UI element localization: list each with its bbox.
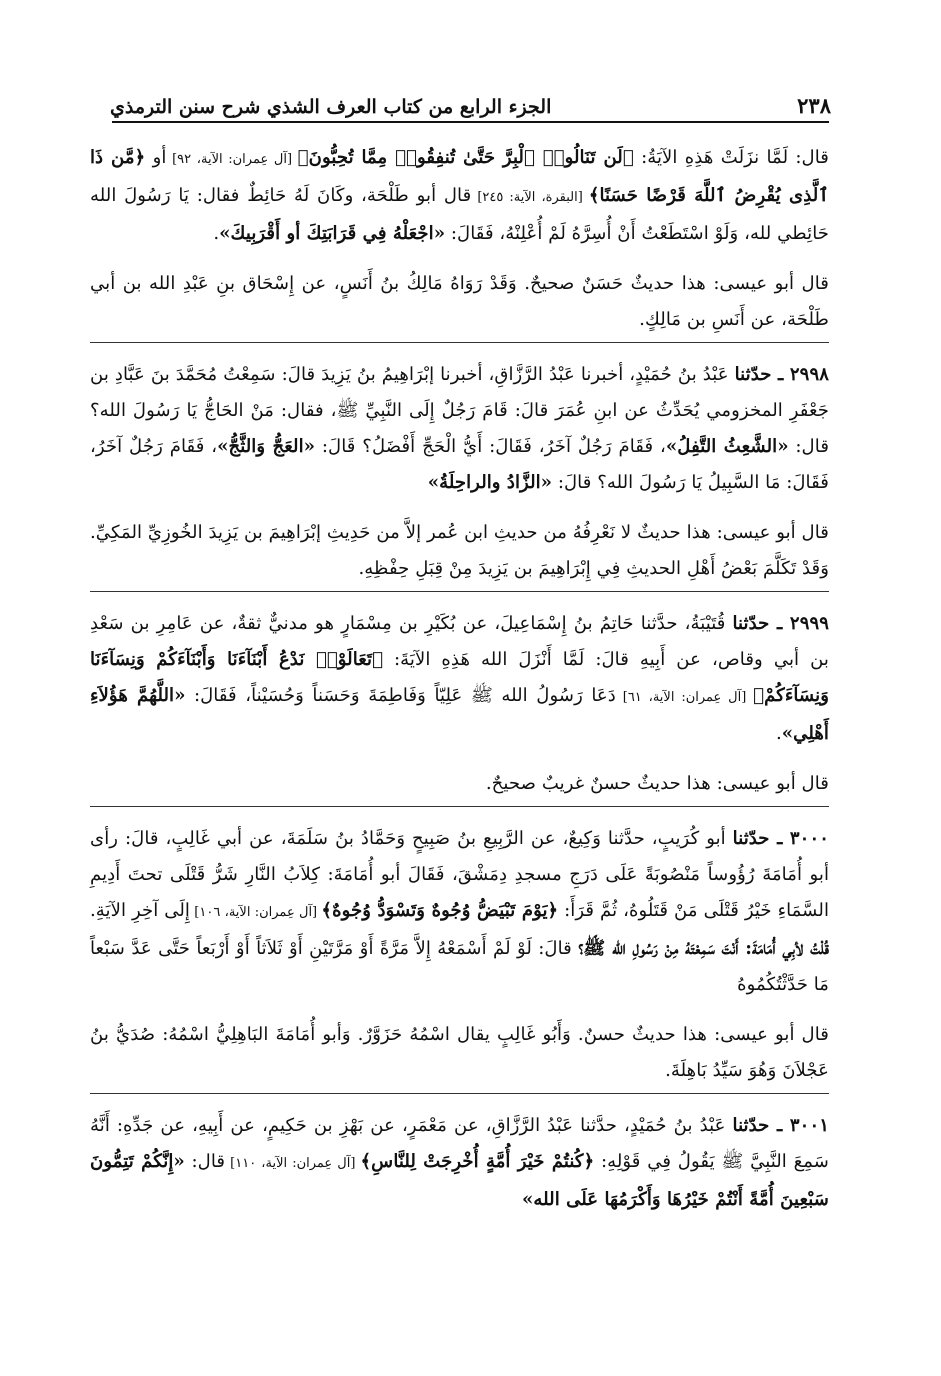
text-block — [90, 515, 829, 592]
prophetic-saying: «اللَّهُمَّ هَؤُلاَءِ أَهْلِي» — [90, 685, 829, 744]
text-run: عَبْدُ بنُ حُمَيْدٍ، أخبرنا عَبْدُ الرَّزَّاقِ، أخبرنا إبْرَاهِيمُ بنُ يَزِيدَ قالَ: سَمِعْتُ مُحَمَّدَ بنَ عَبَّادِ بن جَعْفَرِ المخزومي يُحَدِّثُ عن ابنِ عُمَرَ قالَ: قَامَ رَجُلٌ إِلَى النَّبِيِّ ﷺ، فقال: مَنْ الحَاجُّ يَا رَسُولَ الله؟ قال: — [90, 364, 830, 457]
text-block — [90, 821, 829, 1003]
text-run: قالَ: لَوْ لَمْ أَسْمَعْهُ إِلاَّ مَرَّةً أَوْ مَرَّتَيْنِ أَوْ ثَلاَثاً أَوْ أَرْبَعاً حَتَّى عَدَّ سَبْعاً مَا حَدَّثْتُكُمُوهُ — [90, 938, 829, 995]
verse-reference: [البقرة، الآية: ٢٤٥] — [471, 190, 589, 205]
emphasis-text: حدّثنا — [732, 1115, 770, 1136]
running-header — [110, 84, 831, 118]
emphasis-text: حدّثنا — [732, 613, 770, 634]
verse-reference: [آل عِمران: الآية، ١٠٦] — [190, 905, 322, 920]
quran-verse: ﴿مَّن ذَا ٱلَّذِى يُقْرِضُ ٱللَّهَ قَرْضًا حَسَنًا﴾ — [90, 147, 829, 206]
text-block — [90, 266, 829, 343]
text-run: دَعَا رَسُولُ الله ﷺ عَلِيّاً وَفَاطِمَةَ وَحَسَناً وَحُسَيْناً، فَقَالَ: — [185, 685, 616, 706]
verse-reference: [آل عِمران: الآية، ٦١] — [615, 690, 754, 705]
text-run: قال: — [184, 1151, 226, 1172]
quran-verse: ﴿لَن تَنَالُوا۟ ٱلْبِرَّ حَتَّىٰ تُنفِقُوا۟ مِمَّا تُحِبُّونَ﴾ — [297, 147, 634, 168]
text-run: قال أبو طَلْحَة، وكَانَ لَهُ حَائِطٌ فقال: يَا رَسُولَ الله حَائِطي لله، وَلَوْ اسْتَطَعْتُ أَنْ أُسِرَّهُ لَمْ أُعْلِنْهُ، فَقَالَ: — [90, 185, 829, 244]
text-block — [90, 766, 829, 807]
text-run: ، فَقَامَ رَجُلٌ آخَرُ، فَقَالَ: مَا السَّبِيلُ يَا رَسُولَ الله؟ قالَ: — [90, 436, 829, 493]
prophetic-saying: «الشَّعِثُ التَّفِلُ» — [665, 436, 789, 457]
text-block — [90, 1108, 829, 1218]
text-run: قال أبو عيسى: هذا حديثٌ حسنٌ غريبٌ صحيحٌ. — [485, 773, 829, 794]
text-run: قال أبو عيسى: هذا حديثٌ حَسَنٌ صحيحٌ. وَقَدْ رَوَاهُ مَالِكُ بنُ أَنَسٍ، عن إِسْحَاق بنِ عَبْدِ الله بن أبي طَلْحَة، عن أَنَسِ بن مَالِكٍ. — [90, 273, 829, 330]
page-number: ٢٣٨ — [797, 93, 831, 118]
quran-verse: ﴿تَعَالَوْا۟ نَدْعُ أَبْنَآءَنَا وَأَبْنَآءَكُمْ وَنِسَآءَنَا وَنِسَآءَكُمْ﴾ — [90, 649, 829, 706]
emphasis-text: حدّثنا — [734, 364, 772, 385]
prophetic-saying: «الزَّادُ والراحِلَةُ» — [427, 472, 553, 493]
hadith-number: ٣٠٠١ ـ — [769, 1115, 829, 1136]
text-run: أبو كُرَيبٍ، حدَّثنا وَكِيعٌ، عن الرَّبِيعِ بنُ صَبِيحٍ وَحَمَّادُ بنُ سَلَمَةَ، عن أبي غَالِبٍ، قالَ: رأى أبو أُمَامَةَ رُؤُوساً مَنْصُوبَةً عَلَى دَرَجِ مسجدِ دِمَشْقَ، فَقَالَ أبو أُمَامَةَ: كِلاَبُ النَّارِ شَرُّ قَتْلَى تحتَ أَدِيمِ السَّمَاءِ خَيْرُ قَتْلَى مَنْ قَتَلُوهُ، ثُمَّ قَرَأَ: — [90, 828, 830, 921]
text-block — [90, 357, 829, 501]
text-run: قُتَيْبَةُ، حدَّثنا حَاتِمُ بنُ إِسْمَاعِيلَ، عن بُكَيْرِ بن مِسْمَارٍ هو مدنيٌّ ثقةٌ، عن عَامِرِ بن سَعْدِ بن أبي وقاص، عن أَبِيهِ قالَ: لَمَّا أَنْزَلَ الله هَذِهِ الآيَةَ: — [90, 613, 829, 670]
text-run: قال أبو عيسى: هذا حديثٌ لا نَعْرِفُهُ من حديثِ ابن عُمر إلاَّ من حَدِيثِ إبْرَاهِيمَ بن يَزِيدَ الخُوزِيِّ المَكِيِّ. وَقَدْ تَكَلَّمَ بَعْضُ أَهْلِ الحديثِ فِي إِبْرَاهِيمَ بن يَزِيدَ مِنْ قِبَلِ حِفْظِهِ. — [90, 522, 829, 579]
hadith-number: ٣٠٠٠ ـ — [769, 828, 829, 849]
prophetic-saying: «العَجُّ وَالثَّجُّ» — [217, 436, 315, 457]
text-run: قال: لَمَّا نزَلَتْ هَذِهِ الآيَةُ: — [633, 147, 829, 168]
quran-verse: ﴿يَوْمَ تَبْيَضُّ وُجُوهٌ وَتَسْوَدُّ وُجُوهٌ﴾ — [321, 900, 559, 921]
text-run: إِلَى آخِرِ الآيَةِ. — [90, 900, 190, 921]
text-run: . — [776, 723, 782, 744]
verse-reference: [آل عِمران: الآية، ٩٢] — [166, 152, 298, 167]
prophetic-saying: «إِنَّكُمْ تَتِمُّونَ سَبْعِينَ أُمَّةً أَنْتُمْ خَيْرُهَا وَأَكْرَمُهَا عَلَى الله» — [90, 1151, 829, 1210]
text-block — [90, 606, 829, 752]
verse-reference: [آل عِمران: الآية، ١١٠] — [225, 1156, 361, 1171]
quran-verse: ﴿كُنتُمْ خَيْرَ أُمَّةٍ أُخْرِجَتْ لِلنَّاسِ﴾ — [360, 1151, 595, 1172]
emphasis-text: حدّثنا — [732, 828, 770, 849]
text-run: ، فَقَامَ رَجُلٌ آخَرُ، فَقَالَ: أَيُّ الْحَجِّ أَفْضَلُ؟ قَالَ: — [315, 436, 666, 457]
page-body — [90, 140, 829, 1232]
text-run: عَبْدُ بنُ حُمَيْدٍ، حدَّثنا عَبْدُ الرَّزَّاقِ، عن مَعْمَرٍ، عن بَهْزِ بن حَكِيمٍ، عن أَبِيهِ، عن جَدِّهِ: أَنَّهُ سَمِعَ النَّبِيَّ ﷺ يَقُولُ فِي قَوْلِهِ: — [90, 1115, 830, 1172]
header-rule — [112, 121, 829, 123]
hadith-number: ٢٩٩٩ ـ — [769, 613, 829, 634]
hadith-number: ٢٩٩٨ ـ — [771, 364, 829, 385]
text-run: . — [213, 223, 220, 244]
emphasis-text: قُلْتُ لأبِي أُمَامَةَ: أَنْتَ سَمِعْتَهُ مِنْ رَسُولِ الله ﷺ؟ — [578, 938, 830, 959]
prophetic-saying: «اجْعَلْهُ فِي قَرَابَتِكَ أو أَقْرَبِيكَ» — [219, 223, 446, 244]
text-run: قال أبو عيسى: هذا حديثٌ حسنٌ. وَأَبُو غَالِبٍ يقال اسْمُهُ حَزَوَّرٌ. وَأبو أُمَامَةَ البَاهِلِيُّ اسْمُهُ: صُدَيُّ بنُ عَجْلاَنَ وَهُوَ سَيِّدُ بَاهِلَةَ. — [90, 1024, 829, 1081]
text-block — [90, 1017, 829, 1094]
header-title: الجزء الرابع من كتاب العرف الشذي شرح سنن الترمذي — [110, 96, 552, 118]
text-run: أو — [145, 147, 167, 168]
text-block — [90, 140, 829, 252]
